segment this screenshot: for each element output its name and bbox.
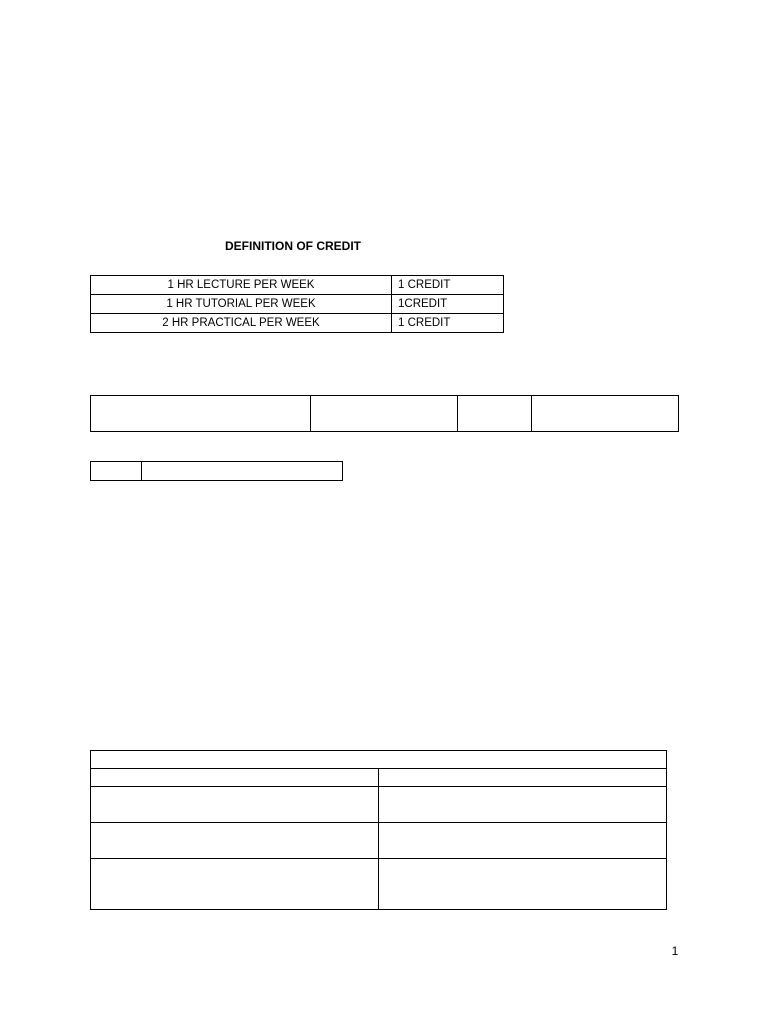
empty-cell [91, 823, 379, 859]
table-row [91, 396, 679, 432]
table-row [91, 462, 343, 481]
table-row [91, 859, 667, 910]
table-row [91, 787, 667, 823]
empty-cell [458, 396, 532, 432]
empty-cell [91, 859, 379, 910]
table-row [91, 823, 667, 859]
table-row [91, 276, 504, 295]
empty-cell [379, 823, 667, 859]
empty-two-column-table [90, 461, 343, 481]
empty-cell [311, 396, 458, 432]
empty-cell [379, 769, 667, 787]
credit-value-cell: 1 CREDIT [392, 314, 504, 333]
activity-cell: 2 HR PRACTICAL PER WEEK [91, 314, 392, 333]
empty-cell [379, 859, 667, 910]
empty-cell [91, 462, 142, 481]
empty-cell [91, 396, 311, 432]
empty-cell [91, 787, 379, 823]
table-row [91, 769, 667, 787]
empty-cell [142, 462, 343, 481]
activity-cell: 1 HR LECTURE PER WEEK [91, 276, 392, 295]
table-row [91, 314, 504, 333]
empty-grid-table [90, 750, 667, 910]
empty-cell [379, 787, 667, 823]
empty-four-column-table [90, 395, 679, 432]
page-number: 1 [671, 944, 679, 958]
page-heading: DEFINITION OF CREDIT [225, 239, 361, 253]
activity-cell: 1 HR TUTORIAL PER WEEK [91, 295, 392, 314]
empty-cell [91, 769, 379, 787]
credit-value-cell: 1 CREDIT [392, 276, 504, 295]
credit-definition-table [90, 275, 504, 333]
table-row [91, 295, 504, 314]
credit-value-cell: 1CREDIT [392, 295, 504, 314]
empty-header-cell [91, 751, 667, 769]
empty-cell [532, 396, 679, 432]
table-row [91, 751, 667, 769]
